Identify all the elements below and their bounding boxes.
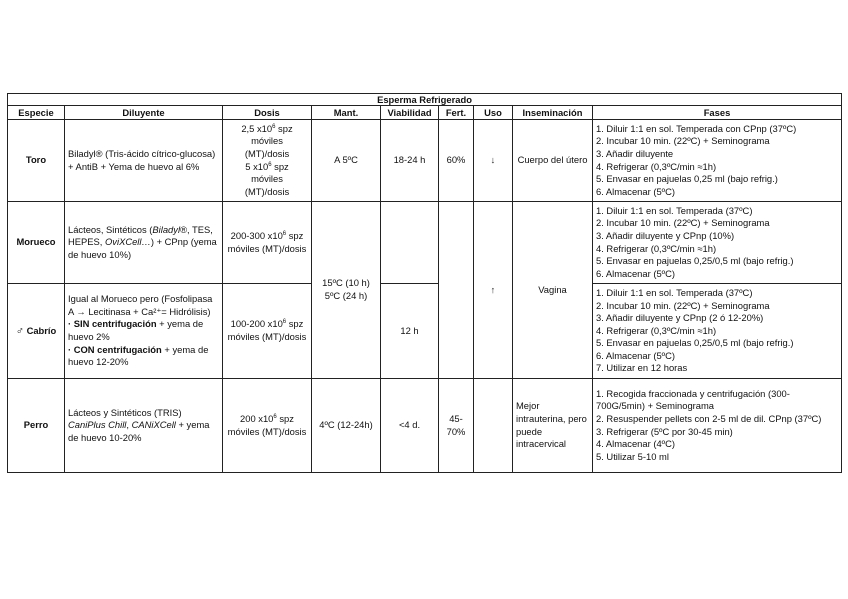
insemination-cell-shared: Vagina — [513, 202, 593, 379]
diluent-cell: Lácteos, Sintéticos (Biladyl®, TES, HEPES, OviXCell…) + CPnp (yema de huevo 10%) — [65, 202, 223, 284]
use-arrow-down-icon: ↓ — [474, 120, 513, 202]
viability-cell-empty — [381, 202, 439, 284]
header-row — [8, 106, 842, 120]
header-dosis: Dosis — [223, 106, 312, 120]
phases-cell: 1. Recogida fraccionada y centrifugación (300-700G/5min) + Seminograma 2. Resuspender pellets con 2-5 ml de dil. CPnp (37ºC) 3. Refrigerar (5ºC por 30-45 min) 4. Almacenar (4ºC) 5. Utilizar 5-10 ml — [593, 379, 842, 473]
male-symbol-icon: ♂ — [15, 324, 24, 337]
dose-cell: 2,5 $x10^6$ spz móviles (MT)/dosis 5 $x10^6$ spz móviles (MT)/dosis — [223, 120, 312, 202]
phases-cell: 1. Diluir 1:1 en sol. Temperada (37ºC) 2. Incubar 10 min. (22ºC) + Seminograma 3. Añadir diluyente y CPnp (2 ó 12-20%) 4. Refrigerar (0,3ºC/min ≈1h) 5. Envasar en pajuelas 0,25/0,5 ml (bajo refrig.) 6. Almacenar (5ºC) 7. Utilizar en 12 horas — [593, 284, 842, 379]
header-especie: Especie — [8, 106, 65, 120]
header-inseminacion: Inseminación — [513, 106, 593, 120]
species-cell: ♂ Cabrío — [8, 284, 65, 379]
insemination-cell: Cuerpo del útero — [513, 120, 593, 202]
table-title: Esperma Refrigerado — [8, 94, 842, 106]
table-row-perro — [8, 379, 842, 473]
table-row-morueco — [8, 202, 842, 284]
phases-cell: 1. Diluir 1:1 en sol. Temperada (37ºC) 2. Incubar 10 min. (22ºC) + Seminograma 3. Añadir diluyente y CPnp (10%) 4. Refrigerar (0,3ºC/min ≈1h) 5. Envasar en pajuelas 0,25/0,5 ml (bajo refrig.) 6. Almacenar (5ºC) — [593, 202, 842, 284]
dose-cell: 200-300 $x10^6$ spz móviles (MT)/dosis — [223, 202, 312, 284]
maintenance-cell: A 5ºC — [312, 120, 381, 202]
diluent-cell: Biladyl® (Tris-ácido cítrico-glucosa) + AntiB + Yema de huevo al 6% — [65, 120, 223, 202]
refrigerated-semen-table — [7, 93, 842, 473]
header-mant: Mant. — [312, 106, 381, 120]
use-cell-empty — [474, 379, 513, 473]
phases-cell: 1. Diluir 1:1 en sol. Temperada con CPnp (37ºC) 2. Incubar 10 min. (22ºC) + Seminograma 3. Añadir diluyente 4. Refrigerar (0,3ºC/min ≈1h) 5. Envasar en pajuelas 0,25 ml (bajo refrig.) 6. Almacenar (5ºC) — [593, 120, 842, 202]
viability-cell: 18-24 h — [381, 120, 439, 202]
dose-cell: 200 $x10^6$ spz móviles (MT)/dosis — [223, 379, 312, 473]
diluent-cell: Lácteos y Sintéticos (TRIS) CaniPlus Chill, CANiXCell + yema de huevo 10-20% — [65, 379, 223, 473]
header-viabilidad: Viabilidad — [381, 106, 439, 120]
header-fert: Fert. — [439, 106, 474, 120]
maintenance-cell: 4ºC (12-24h) — [312, 379, 381, 473]
fertility-cell-empty — [439, 202, 474, 379]
species-cell: Toro — [8, 120, 65, 202]
insemination-cell: Mejor intrauterina, pero puede intracervical — [513, 379, 593, 473]
use-arrow-up-icon: ↑ — [474, 202, 513, 379]
viability-cell: 12 h — [381, 284, 439, 379]
species-cell: Perro — [8, 379, 65, 473]
maintenance-cell-shared: 15ºC (10 h) 5ºC (24 h) — [312, 202, 381, 379]
table-row-toro — [8, 120, 842, 202]
header-diluyente: Diluyente — [65, 106, 223, 120]
header-uso: Uso — [474, 106, 513, 120]
viability-cell: <4 d. — [381, 379, 439, 473]
fertility-cell: 45-70% — [439, 379, 474, 473]
table-row-cabrio — [8, 284, 842, 379]
fertility-cell: 60% — [439, 120, 474, 202]
species-cell: Morueco — [8, 202, 65, 284]
diluent-cell: Igual al Morueco pero (Fosfolipasa A → Lecitinasa + Ca²⁺= Hidrólisis) · SIN centrifugación + yema de huevo 2% · CON centrifugación + yema de huevo 12-20% — [65, 284, 223, 379]
header-fases: Fases — [593, 106, 842, 120]
dose-cell: 100-200 $x10^6$ spz móviles (MT)/dosis — [223, 284, 312, 379]
